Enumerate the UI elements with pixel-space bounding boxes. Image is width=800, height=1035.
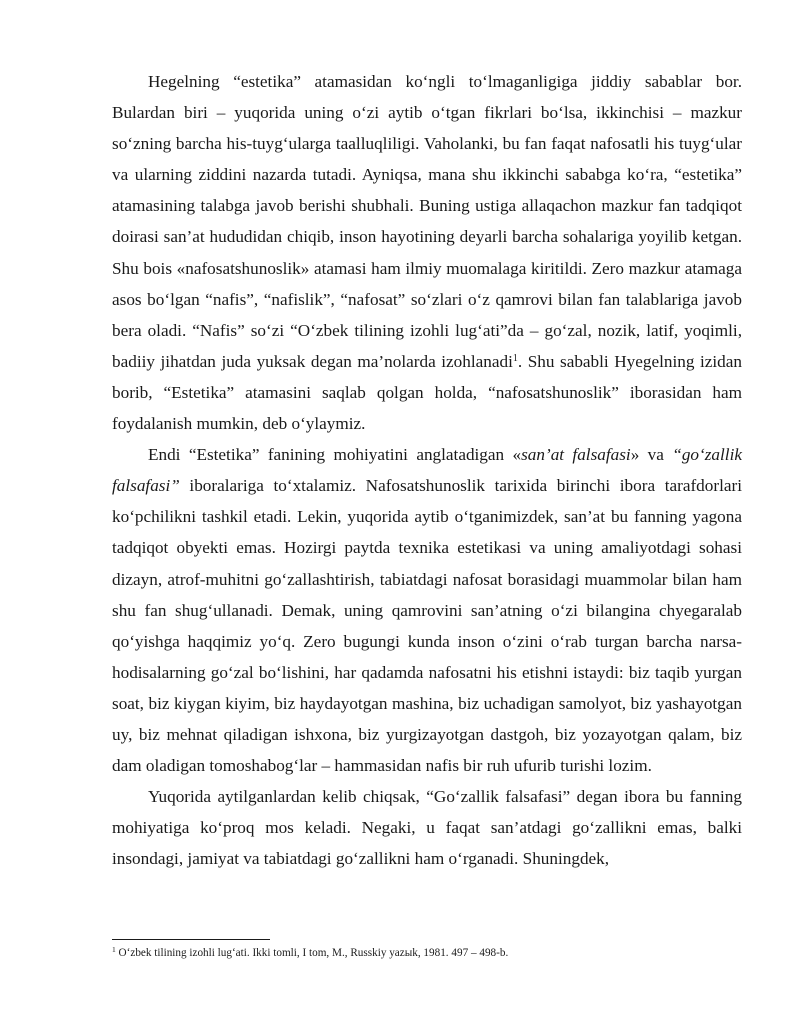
footnote-text: O‘zbek tilining izohli lug‘ati. Ikki tomli, I tom, M., Russkiy yazыk, 1981. 497 – 498-b. [115,947,509,959]
paragraph-3-text: Yuqorida aytilganlardan kelib chiqsak, “Go‘zallik falsafasi” degan ibora bu fanning mohiyatiga ko‘proq mos keladi. Negaki, u faqat san’atdagi go‘zallikni emas, balki insondagi, jamiyat va tabiatdagi go‘zallikni ham o‘rganadi. Shuningdek, [112,787,742,869]
paragraph-1 [112,66,742,439]
paragraph-3 [112,781,742,874]
paragraph-2-italic-term-1: san’at falsafasi [521,445,631,465]
footnote-mark: 1 [112,945,116,954]
footnote-reference[interactable]: 1 [512,352,518,364]
paragraph-2-text-b: » va [630,445,673,465]
paragraph-2 [112,439,742,781]
document-body [112,66,742,874]
footnote-divider [112,939,270,940]
paragraph-2-italic-term-2: “go‘zallik falsafasi” [112,445,742,496]
paragraph-1-text-a: Hegelning “estetika” atamasidan ko‘ngli to‘lmaganligiga jiddiy sabablar bor. Bulardan biri – yuqorida uning o‘zi aytib o‘tgan fikrlari bo‘lsa, ikkinchisi – mazkur so‘zning barcha his-tuyg‘ularga taalluqliligi. Vaholanki, bu fan faqat nafosatli his tuyg‘ular va ularning ziddini nazarda tutadi. Ayniqsa, mana shu ikkinchi sababga ko‘ra, “estetika” atamasining talabga javob berishi shubhali. Buning ustiga allaqachon mazkur fan tadqiqot doirasi san’at hududidan chiqib, inson hayotining deyarli barcha sohalariga yoyilib ketgan. Shu bois «nafosatshunoslik» atamasi ham ilmiy muomalaga kiritildi. Zero mazkur atamaga asos bo‘lgan “nafis”, “nafislik”, “nafosat” so‘zlari o‘z qamrovi bilan fan talablariga javob bera oladi. “Nafis” so‘zi “O‘zbek tilining izohli lug‘ati”da – go‘zal, nozik, latif, yoqimli, badiiy jihatdan juda yuksak degan ma’nolarda izohlanadi [112,72,742,371]
footnote [112,945,742,961]
paragraph-2-text-c: iboralariga to‘xtalamiz. Nafosatshunoslik tarixida birinchi ibora tarafdorlari ko‘pchilikni tashkil etadi. Lekin, yuqorida aytib o‘tganimizdek, san’at bu fanning yagona tadqiqot obyekti emas. Hozirgi paytda texnika estetikasi va uning amaliyotdagi sohasi dizayn, atrof-muhitni go‘zallashtirish, tabiatdagi nafosat borasidagi muammolar bilan ham shu fan shug‘ullanadi. Demak, uning qamrovini san’atning o‘zi bilangina chyegaralab qo‘yishga haqqimiz yo‘q. Zero bugungi kunda inson o‘zini o‘rab turgan barcha narsa-hodisalarning go‘zal bo‘lishini, har qadamda nafosatni his etishni istaydi: biz taqib yurgan soat, biz kiygan kiyim, biz haydayotgan mashina, biz uchadigan samolyot, biz yashayotgan uy, biz mehnat qiladigan ishxona, biz yurgizayotgan dastgoh, biz yozayotgan qalam, biz dam oladigan tomoshabog‘lar – hammasidan nafis bir ruh ufurib turishi lozim. [112,476,742,776]
paragraph-2-text-a: Endi “Estetika” fanining mohiyatini anglatadigan « [148,445,522,465]
paragraph-1-text-b: . Shu sababli Hyegelning izidan borib, “Estetika” atamasini saqlab qolgan holda, “nafosatshunoslik” iborasidan ham foydalanish mumkin, deb o‘ylaymiz. [112,351,742,434]
